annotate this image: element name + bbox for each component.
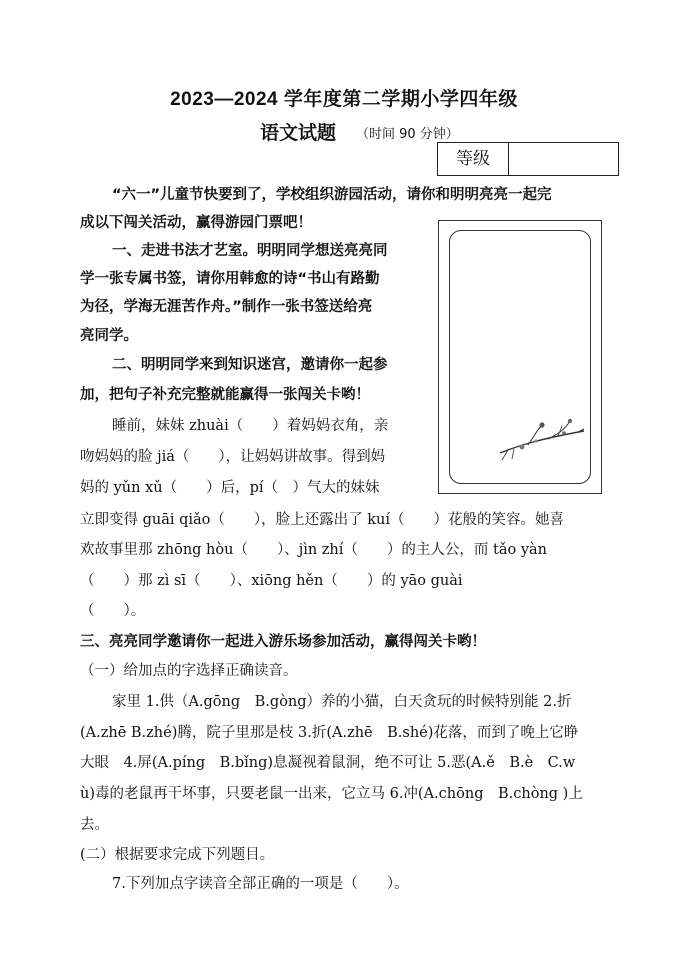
- exam-subject: 语文试题: [260, 122, 337, 144]
- intro-line-1: “六一”儿童节快要到了，学校组织游园活动，请你和明明亮亮一起完: [112, 187, 552, 203]
- grade-label: 等级: [438, 143, 509, 175]
- part1-line-4: ù)毒的老鼠再干坏事，只要老鼠一出来，它立马 6.冲(A.chōng B.chòng )上: [80, 786, 583, 802]
- passage-line-6: （ ）那 zì sī（ ）、xiōng hěn（ ）的 yāo guài: [80, 573, 463, 589]
- bookmark-template: [438, 220, 602, 494]
- passage-line-4: 立即变得 guāi qiǎo（ ），脸上还露出了 kuí（ ）花般的笑容。她喜: [80, 512, 565, 528]
- part2-heading: (二）根据要求完成下列题目。: [80, 847, 275, 863]
- time-note: （时间 90 分钟）: [356, 127, 459, 142]
- passage-line-7: （ ）。: [80, 603, 146, 619]
- passage-line-3: 妈的 yǔn xǔ（ ）后，pí（ ）气大的妹妹: [80, 480, 380, 496]
- part1-line-3: 大眼 4.屏(A.píng B.bǐng)息凝视着鼠洞，绝不可让 5.恶(A.ě B.è C.w: [80, 755, 576, 771]
- passage-line-1: 睡前，妹妹 zhuài（ ）着妈妈衣角，亲: [112, 418, 389, 434]
- part1-heading: （一）给加点的字选择正确读音。: [80, 663, 298, 679]
- grade-box: [437, 142, 619, 176]
- plum-branch-icon: [498, 401, 588, 471]
- question-7: 7.下列加点字读音全部正确的一项是（ ）。: [112, 876, 409, 892]
- section1-line-2: 学一张专属书签，请你用韩愈的诗“书山有路勤: [80, 271, 380, 287]
- intro-line-2: 成以下闯关活动，赢得游园门票吧！: [80, 215, 312, 231]
- part1-line-1: 家里 1.供（A.gōng B.gòng）养的小猫，白天贪玩的时候特别能 2.折: [112, 694, 572, 710]
- section3-heading: 三、亮亮同学邀请你一起进入游乐场参加活动，赢得闯关卡哟！: [80, 634, 486, 650]
- exam-title: 2023—2024 学年度第二学期小学四年级: [170, 89, 518, 110]
- passage-line-2: 吻妈妈的脸 jiá（ ），让妈妈讲故事。得到妈: [80, 449, 386, 465]
- part1-line-5: 去。: [80, 817, 109, 833]
- passage-line-5: 欢故事里那 zhōng hòu（ ）、jìn zhí（ ）的主人公，而 tǎo yàn: [80, 542, 547, 558]
- section1-line-1: 一、走进书法才艺室。明明同学想送亮亮同: [112, 243, 388, 259]
- section1-line-3: 为径，学海无涯苦作舟。”制作一张书签送给亮: [80, 299, 373, 315]
- section1-line-4: 亮同学。: [80, 328, 138, 344]
- part1-line-2: (A.zhē B.zhé)腾，院子里那是枝 3.折(A.zhē B.shé)花落，而到了晚上它睁: [80, 725, 579, 741]
- section2-line-2: 加，把句子补充完整就能赢得一张闯关卡哟！: [80, 387, 370, 403]
- section2-line-1: 二、明明同学来到知识迷宫，邀请你一起参: [112, 357, 388, 373]
- bookmark-inner-border: [449, 230, 591, 484]
